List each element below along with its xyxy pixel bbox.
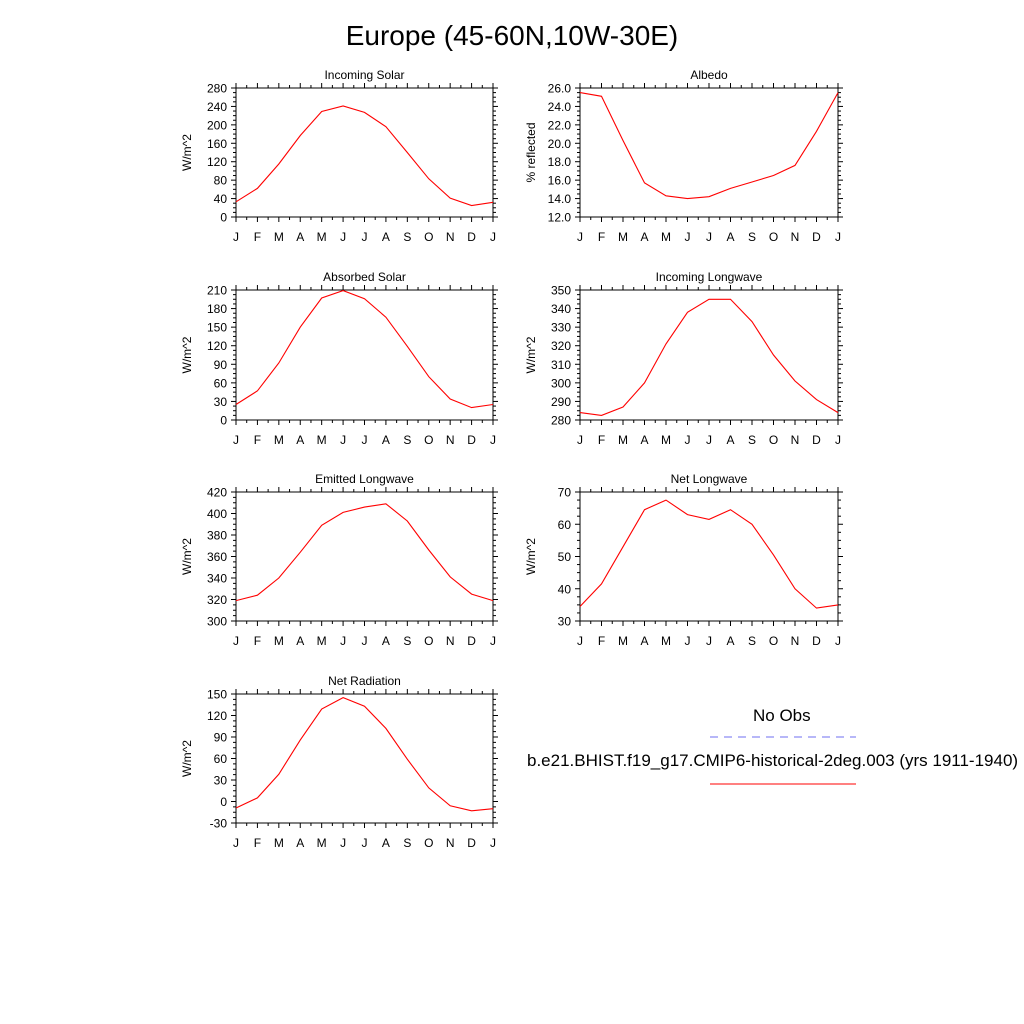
x-tick-label: O (424, 634, 434, 648)
x-tick-label: O (424, 836, 434, 850)
x-tick-label: F (597, 433, 606, 447)
y-axis-label: W/m^2 (524, 336, 538, 374)
y-tick-label: 60 (213, 376, 227, 391)
x-tick-label: M (273, 433, 284, 447)
x-tick-label: M (618, 634, 628, 648)
x-tick-label: J (577, 230, 583, 244)
x-tick-label: O (768, 433, 779, 447)
x-tick-label: D (812, 230, 821, 244)
y-axis-label: W/m^2 (180, 538, 194, 575)
x-tick-label: J (706, 230, 712, 244)
x-tick-label: S (747, 634, 757, 648)
x-tick-label: M (273, 230, 284, 244)
x-tick-label: O (424, 230, 434, 244)
y-tick-label: 360 (206, 550, 227, 564)
x-tick-label: F (253, 433, 262, 447)
x-tick-label: J (361, 634, 368, 648)
y-tick-label: -30 (209, 816, 227, 831)
series-line (236, 106, 493, 206)
x-tick-label: J (233, 836, 239, 850)
y-axis-label: W/m^2 (524, 538, 538, 575)
y-tick-label: 60 (213, 752, 227, 766)
y-tick-label: 300 (550, 376, 571, 391)
y-tick-label: 0 (220, 210, 227, 225)
x-tick-label: A (640, 634, 649, 648)
x-tick-label: M (618, 230, 628, 244)
legend-obs-label: No Obs (753, 706, 811, 725)
y-tick-label: 30 (557, 614, 571, 629)
x-tick-label: M (316, 433, 327, 447)
y-tick-label: 150 (206, 320, 227, 335)
x-tick-label: J (706, 433, 712, 447)
x-tick-label: J (233, 634, 239, 648)
y-tick-label: 300 (206, 614, 227, 629)
plot-frame (580, 290, 838, 420)
legend-model-label: b.e21.BHIST.f19_g17.CMIP6-historical-2deg.003 (yrs 1911-1940) (527, 751, 1019, 770)
y-tick-label: 340 (550, 302, 571, 317)
panel-title: Albedo (690, 68, 728, 82)
main-title: Europe (45-60N,10W-30E) (345, 20, 679, 51)
x-tick-label: J (340, 836, 347, 850)
y-axis-label: W/m^2 (180, 336, 194, 374)
plot-frame (236, 88, 493, 217)
y-tick-label: 20.0 (547, 136, 571, 151)
panel-title: Emitted Longwave (315, 472, 414, 486)
x-tick-label: A (296, 230, 305, 244)
x-tick-label: D (467, 634, 476, 648)
y-tick-label: 160 (206, 136, 227, 151)
x-tick-label: O (768, 230, 779, 244)
x-tick-label: A (381, 634, 390, 648)
x-tick-label: D (467, 836, 476, 850)
x-tick-label: M (316, 634, 327, 648)
y-axis-label: W/m^2 (180, 740, 194, 777)
y-tick-label: 120 (206, 709, 227, 723)
x-tick-label: J (361, 433, 368, 447)
x-tick-label: J (577, 634, 583, 648)
y-tick-label: 40 (213, 192, 227, 207)
y-tick-label: 290 (550, 394, 571, 409)
x-tick-label: J (835, 433, 841, 447)
y-tick-label: 40 (557, 582, 571, 597)
x-tick-label: M (316, 230, 327, 244)
y-tick-label: 400 (206, 507, 227, 521)
y-tick-label: 240 (206, 99, 227, 114)
plot-frame (236, 694, 493, 823)
x-tick-label: O (768, 634, 779, 648)
x-tick-label: F (597, 634, 606, 648)
x-tick-label: S (403, 433, 412, 447)
x-tick-label: F (253, 634, 262, 648)
x-tick-label: N (445, 230, 455, 244)
x-tick-label: O (424, 433, 434, 447)
y-tick-label: 120 (206, 155, 227, 170)
y-tick-label: 24.0 (547, 99, 571, 114)
x-tick-label: M (273, 836, 284, 850)
y-tick-label: 380 (206, 528, 227, 543)
x-tick-label: D (467, 230, 476, 244)
panel-title: Net Longwave (670, 472, 748, 486)
x-tick-label: M (316, 836, 327, 850)
panel-title: Absorbed Solar (323, 270, 406, 284)
x-tick-label: J (490, 433, 496, 447)
x-tick-label: A (640, 230, 649, 244)
x-tick-label: F (597, 230, 606, 244)
x-tick-label: N (445, 836, 455, 850)
y-tick-label: 330 (550, 320, 571, 335)
x-tick-label: M (661, 433, 671, 447)
y-tick-label: 310 (550, 357, 571, 372)
x-tick-label: M (273, 634, 284, 648)
x-tick-label: F (253, 230, 262, 244)
y-tick-label: 18.0 (547, 155, 571, 170)
y-tick-label: 200 (206, 118, 227, 133)
y-tick-label: 30 (213, 773, 227, 788)
series-line (236, 291, 493, 408)
x-tick-label: A (296, 433, 305, 447)
x-tick-label: A (726, 634, 735, 648)
x-tick-label: J (490, 634, 496, 648)
x-tick-label: J (490, 836, 496, 850)
x-tick-label: J (340, 230, 347, 244)
series-line (580, 500, 838, 608)
x-tick-label: J (233, 433, 239, 447)
panel-title: Incoming Solar (324, 68, 405, 82)
x-tick-label: J (233, 230, 239, 244)
x-tick-label: J (340, 634, 347, 648)
x-tick-label: A (726, 230, 735, 244)
y-tick-label: 320 (550, 339, 571, 354)
x-tick-label: N (790, 433, 800, 447)
x-tick-label: J (835, 230, 841, 244)
y-tick-label: 26.0 (547, 81, 571, 96)
x-tick-label: S (747, 230, 757, 244)
x-tick-label: J (835, 634, 841, 648)
x-tick-label: N (445, 433, 455, 447)
y-tick-label: 0 (220, 795, 227, 809)
y-tick-label: 12.0 (547, 210, 571, 225)
y-tick-label: 280 (550, 413, 571, 428)
x-tick-label: D (467, 433, 476, 447)
x-tick-label: J (340, 433, 347, 447)
x-tick-label: N (445, 634, 455, 648)
x-tick-label: A (381, 230, 390, 244)
series-line (236, 698, 493, 811)
series-line (580, 93, 838, 199)
y-tick-label: 60 (557, 517, 571, 532)
plot-frame (580, 492, 838, 621)
x-tick-label: J (361, 836, 368, 850)
x-tick-label: A (381, 836, 390, 850)
panel-title: Net Radiation (328, 674, 401, 688)
y-tick-label: 90 (213, 730, 227, 745)
y-tick-label: 120 (206, 339, 227, 354)
series-line (580, 299, 838, 415)
x-tick-label: F (253, 836, 262, 850)
y-tick-label: 14.0 (547, 192, 571, 207)
x-tick-label: N (790, 634, 800, 648)
y-tick-label: 320 (206, 593, 227, 607)
series-line (236, 504, 493, 601)
x-tick-label: S (403, 836, 412, 850)
y-tick-label: 90 (213, 357, 227, 372)
x-tick-label: S (403, 230, 412, 244)
x-tick-label: J (684, 230, 691, 244)
y-tick-label: 340 (206, 571, 227, 586)
y-tick-label: 180 (206, 302, 227, 317)
y-tick-label: 280 (206, 81, 227, 96)
x-tick-label: A (640, 433, 649, 447)
x-tick-label: A (726, 433, 735, 447)
x-tick-label: J (361, 230, 368, 244)
y-axis-label: % reflected (524, 122, 538, 183)
panel-title: Incoming Longwave (655, 270, 763, 284)
x-tick-label: J (684, 634, 691, 648)
y-tick-label: 70 (557, 485, 571, 500)
x-tick-label: D (812, 634, 821, 648)
y-tick-label: 30 (213, 394, 227, 409)
y-tick-label: 420 (206, 485, 227, 500)
y-tick-label: 350 (550, 283, 571, 298)
x-tick-label: A (381, 433, 390, 447)
x-tick-label: N (790, 230, 800, 244)
x-tick-label: M (618, 433, 628, 447)
x-tick-label: S (747, 433, 757, 447)
y-tick-label: 22.0 (547, 118, 571, 133)
x-tick-label: A (296, 634, 305, 648)
y-tick-label: 0 (220, 413, 227, 428)
y-tick-label: 16.0 (547, 173, 571, 188)
y-tick-label: 80 (213, 173, 227, 188)
y-tick-label: 210 (206, 283, 227, 298)
x-tick-label: J (490, 230, 496, 244)
x-tick-label: S (403, 634, 412, 648)
x-tick-label: J (684, 433, 691, 447)
y-axis-label: W/m^2 (180, 134, 194, 171)
x-tick-label: D (812, 433, 821, 447)
y-tick-label: 150 (206, 687, 227, 702)
y-tick-label: 50 (557, 550, 571, 564)
plot-frame (236, 492, 493, 621)
x-tick-label: J (706, 634, 712, 648)
x-tick-label: J (577, 433, 583, 447)
x-tick-label: A (296, 836, 305, 850)
x-tick-label: M (661, 634, 671, 648)
plot-frame (580, 88, 838, 217)
x-tick-label: M (661, 230, 671, 244)
